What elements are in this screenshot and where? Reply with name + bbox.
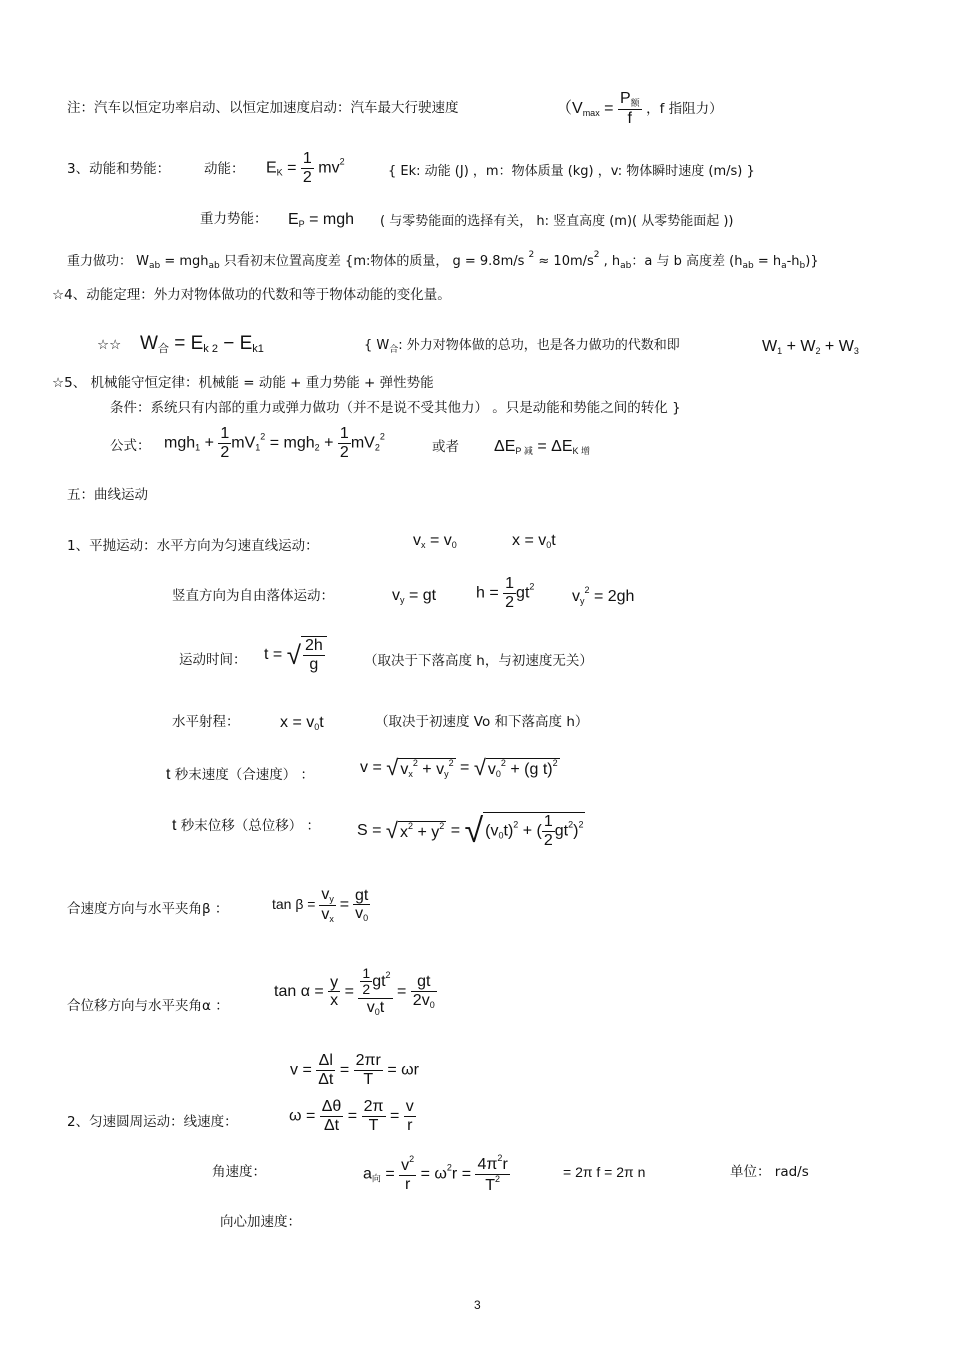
unit-label: 单位： rad/s: [730, 1164, 809, 1180]
formula-vx: $v_x = v_0$: [413, 532, 457, 550]
formula-kinetic: $E_K$ = $\frac{1}{2}$ $mv^2$: [266, 150, 345, 186]
square-sup: 2: [260, 431, 266, 442]
sub-2: 2: [815, 346, 821, 356]
k-subscript: K: [572, 446, 579, 456]
fraction-dl-dt: $\frac{\Delta l}{\Delta t}$: [318, 1052, 334, 1088]
note-car-max-speed: 注：汽车以恒定功率启动、以恒定加速度启动：汽车最大行驶速度: [67, 100, 459, 116]
formula-displacement: S = √ $x^2 + y^2$ = √ $(v_0t)^2$ + ( $\frac{1}{2}$ $gt^2)^2$: [357, 811, 584, 850]
vertical-free-fall: 竖直方向为自由落体运动：: [172, 588, 334, 604]
fraction-half: $\frac{1}{2}$: [220, 425, 230, 461]
v-symbol: V: [572, 99, 583, 117]
work-note-text: : 外力对物体做的总功，也是各力做功的代数和即: [398, 338, 680, 353]
square-sup: 2: [528, 250, 535, 260]
fraction-2pir-T: $\frac{2\pi r}{T}$: [355, 1052, 381, 1088]
square-sup: 2: [578, 819, 584, 830]
b-sub: b: [799, 261, 806, 271]
range-label: 水平射程：: [172, 714, 240, 730]
formula-tan-beta: tan β = $\frac{v_y}{v_x}$ = $\frac{gt}{v_0}$: [272, 886, 369, 924]
gravity-work-note: 只看初末位置高度差 {m:物体的质量， g = 9.8m/s: [219, 254, 529, 269]
zero-sub: 0: [374, 1006, 380, 1017]
square-sup: 2: [497, 1153, 503, 1163]
zero-sub: 0: [498, 830, 504, 841]
square-sup: 2: [568, 819, 574, 830]
gravity-approx: ≈ 10m/s: [534, 254, 594, 269]
square-sup: 2: [529, 581, 535, 592]
ab-sub: ab: [620, 261, 632, 271]
speed-at-t: [166, 767, 314, 783]
t-symbol: t: [166, 766, 171, 783]
close-brace: )}: [805, 254, 819, 269]
formula-range: $x = v_0t$: [280, 714, 324, 732]
square-sup: 2: [593, 250, 600, 260]
ab-sub: ab: [742, 261, 754, 271]
a-sub: a: [781, 261, 787, 271]
fraction-dtheta-dt: $\frac{\Delta\theta}{\Delta t}$: [321, 1098, 342, 1134]
theorem-kinetic-energy: ☆4、动能定理：外力对物体做功的代数和等于物体动能的变化量。: [52, 287, 451, 303]
work-note: [364, 339, 680, 355]
ab-sub: ab: [149, 261, 161, 271]
fraction-gt-v0: $\frac{gt}{v_0}$: [354, 886, 369, 924]
sub-3: 3: [853, 346, 859, 356]
fraction-half: $\frac{1}{2}$: [339, 425, 349, 461]
zero-sub: 0: [495, 768, 501, 779]
he-sub: 合: [157, 343, 169, 355]
square-sup: 2: [448, 757, 454, 768]
angular-label: 角速度：: [212, 1164, 266, 1180]
fraction-gt-2v0: $\frac{gt}{2v_0}$: [412, 973, 435, 1010]
heading-energy: 3、动能和势能：: [67, 161, 171, 177]
paren-open: （: [556, 99, 573, 117]
formula-2pi-f: = 2π f = 2π n: [563, 1164, 646, 1180]
xiang-sub: 向: [371, 1173, 381, 1184]
fraction-vy-vx: $\frac{v_y}{v_x}$: [321, 886, 334, 924]
square-sup: 2: [495, 1173, 501, 1184]
k2-sub: k 2: [203, 343, 218, 355]
sub-2: 2: [374, 442, 380, 453]
max-subscript: max: [582, 107, 600, 118]
formula-vmax: （$V_{max}$ = $\frac{P_额}{f}$ ，f 指阻力）: [556, 90, 723, 127]
minus-h: -h: [786, 254, 800, 269]
y-sub: y: [444, 768, 449, 779]
displacement-at-t: [172, 818, 320, 834]
ab-sub: ab: [208, 261, 220, 271]
x-sub: x: [408, 768, 413, 779]
x-sub: x: [329, 913, 334, 924]
formula-vy2: $v_y^2 = 2gh$: [572, 585, 635, 606]
square-sup: 2: [339, 156, 345, 167]
formula-work-energy: $W_合 = E_{k 2} - E_{k1}$: [140, 333, 264, 355]
label-kinetic: 动能：: [204, 161, 245, 177]
fraction-2h-g: $\frac{2h}{g}$: [304, 637, 323, 673]
zero-sub: 0: [546, 540, 552, 550]
beta-label: 合速度方向与水平夹角β ：: [67, 901, 229, 917]
circular-heading: 2、匀速圆周运动：线速度：: [67, 1114, 238, 1130]
formula-angular-velocity: ω = $\frac{\Delta\theta}{\Delta t}$ = $\frac{2\pi}{T}$ = $\frac{v}{r}$: [289, 1098, 414, 1134]
projectile-heading: 1、平抛运动：水平方向为匀速直线运动：: [67, 538, 319, 554]
fraction-half: $\frac{1}{2}$: [362, 965, 371, 998]
square-sup: 2: [412, 757, 418, 768]
formula-speed: v = √ $v_x^2 + v_y^2$ = √ $v_0^2 + (g$ t)$^2$: [360, 755, 558, 780]
kinetic-note: { Ek: 动能 (J) ，m：物体质量 (kg) ，v: 物体瞬时速度 (m/s) }: [388, 164, 755, 179]
formula-h: h = $\frac{1}{2}$ $gt^2$: [476, 575, 535, 611]
zero-sub: 0: [363, 913, 369, 924]
square-sup: 2: [584, 585, 590, 595]
square-sup: 2: [407, 820, 413, 831]
fraction-half-gt2-v0t: $\frac{1}{2}$ $gt^2$ $v_0t$: [358, 966, 392, 1018]
k1-sub: k1: [252, 343, 264, 355]
p-subscript: P: [515, 446, 522, 456]
height-diff-note: ：a 与 b 高度差 (h: [631, 254, 743, 269]
fraction-2pi-T: $\frac{2\pi}{T}$: [363, 1098, 384, 1134]
x-sub: x: [421, 540, 426, 550]
sub-2: 2: [314, 442, 320, 453]
zero-sub: 0: [314, 722, 320, 732]
formula-potential: $E_P$ = mgh: [288, 211, 355, 229]
fraction-half: $\frac{1}{2}$: [302, 150, 312, 186]
p-subscript: P: [298, 219, 305, 229]
square-sup: 2: [379, 431, 385, 442]
conservation-condition: 条件：系统只有内部的重力或弹力做功（并不是说不受其他力） 。只是动能和势能之间的转化 }: [110, 400, 681, 416]
mgh: mgh: [322, 211, 355, 228]
alpha-label: 合位移方向与水平夹角α ：: [67, 998, 229, 1014]
gravity-work-formula: = mgh: [160, 254, 209, 269]
square-sup: 2: [439, 820, 445, 831]
stars: ☆☆: [97, 337, 122, 353]
square-sup: 2: [500, 757, 506, 768]
decrease-sub: 减: [521, 446, 533, 456]
fraction-p-over-f: [618, 90, 642, 127]
sub-1: 1: [777, 346, 783, 356]
formula-centripetal: $a_向$ = $\frac{v^2}{r}$ = $\omega^2r$ = $\frac{4\pi^2r}{T^2}$: [363, 1153, 508, 1194]
p-symbol: P: [619, 90, 631, 107]
fraction-v2-r: $\frac{v^2}{r}$: [401, 1154, 415, 1193]
square-sup: 2: [385, 970, 391, 981]
rated-subscript: 额: [630, 98, 640, 108]
range-note: （取决于初速度 Vo 和下落高度 h）: [375, 714, 589, 730]
fraction-y-x: $\frac{y}{x}$: [330, 973, 339, 1010]
formula-delta-e: $\Delta E_P$ $_减 = \Delta E_K$ $_增$: [494, 438, 591, 456]
square-sup: 2: [552, 757, 558, 768]
fraction-4pi2r-T2: $\frac{4\pi^2r}{T^2}$: [477, 1153, 508, 1194]
time-label: 运动时间：: [179, 652, 247, 668]
increase-sub: 增: [578, 446, 591, 456]
k-subscript: K: [276, 167, 283, 178]
fraction-half: $\frac{1}{2}$: [543, 813, 553, 849]
time-note: （取决于下落高度 h，与初速度无关）: [364, 653, 593, 669]
formula-work-sum: $W_1 + W_2 + W_3$: [762, 338, 859, 356]
formula-conservation: mgh$_1$ + $\frac{1}{2}$ $mV_1^2 = mgh_2$ + $\frac{1}{2}$ $mV_2^2$: [164, 425, 385, 461]
square-sup: 2: [513, 819, 519, 830]
eq-h: = h: [753, 254, 782, 269]
sub-1: 1: [255, 442, 261, 453]
w-he: { W: [364, 338, 390, 353]
formula-x: $x = v_0t$: [512, 532, 556, 550]
sub-1: 1: [195, 442, 201, 453]
page-number: 3: [474, 1298, 481, 1312]
formula-linear-velocity: v = $\frac{\Delta l}{\Delta t}$ = $\frac{2\pi r}{T}$ = ωr: [290, 1052, 419, 1088]
formula-time: t = √ $\frac{2h}{g}$: [264, 636, 327, 673]
y-sub: y: [580, 596, 585, 606]
resistance-note: ，f 指阻力）: [646, 100, 723, 117]
speed-label: 秒末速度（合速度） ：: [170, 767, 315, 783]
zero-sub: 0: [451, 540, 457, 550]
he-sub: 合: [389, 345, 399, 355]
displacement-label: 秒末位移（总位移） ：: [176, 818, 321, 834]
section-curve-motion: 五：曲线运动: [67, 487, 148, 503]
fraction-half: $\frac{1}{2}$: [505, 575, 515, 611]
gravity-work-label: 重力做功： W: [67, 254, 149, 269]
centripetal-label: 向心加速度：: [220, 1214, 301, 1230]
label-potential: 重力势能：: [200, 211, 268, 227]
conservation-law: ☆5、 机械能守恒定律：机械能 = 动能 + 重力势能 + 弹性势能: [52, 375, 434, 391]
formula-tan-alpha: tan α = $\frac{y}{x}$ = $\frac{1}{2}$ $gt^2$ $v_0t$ = $\frac{gt}{2v_0}$: [274, 965, 435, 1017]
f-symbol: f: [627, 109, 632, 127]
square-sup: 2: [446, 1162, 452, 1173]
or-label: 或者: [432, 439, 459, 455]
formula-vy: $v_y$ = gt: [392, 587, 437, 605]
fraction-v-r: $\frac{v}{r}$: [405, 1098, 414, 1134]
y-sub: y: [400, 595, 405, 605]
t-symbol: t: [172, 817, 177, 834]
h-symbol: , h: [599, 254, 621, 269]
zero-sub: 0: [429, 999, 435, 1010]
square-sup: 2: [409, 1154, 415, 1164]
gravity-work: [67, 251, 819, 271]
formula-label: 公式：: [110, 438, 151, 454]
potential-note: ( 与零势能面的选择有关， h: 竖直高度 (m)( 从零势能面起 )): [380, 214, 734, 229]
y-sub: y: [329, 894, 334, 904]
